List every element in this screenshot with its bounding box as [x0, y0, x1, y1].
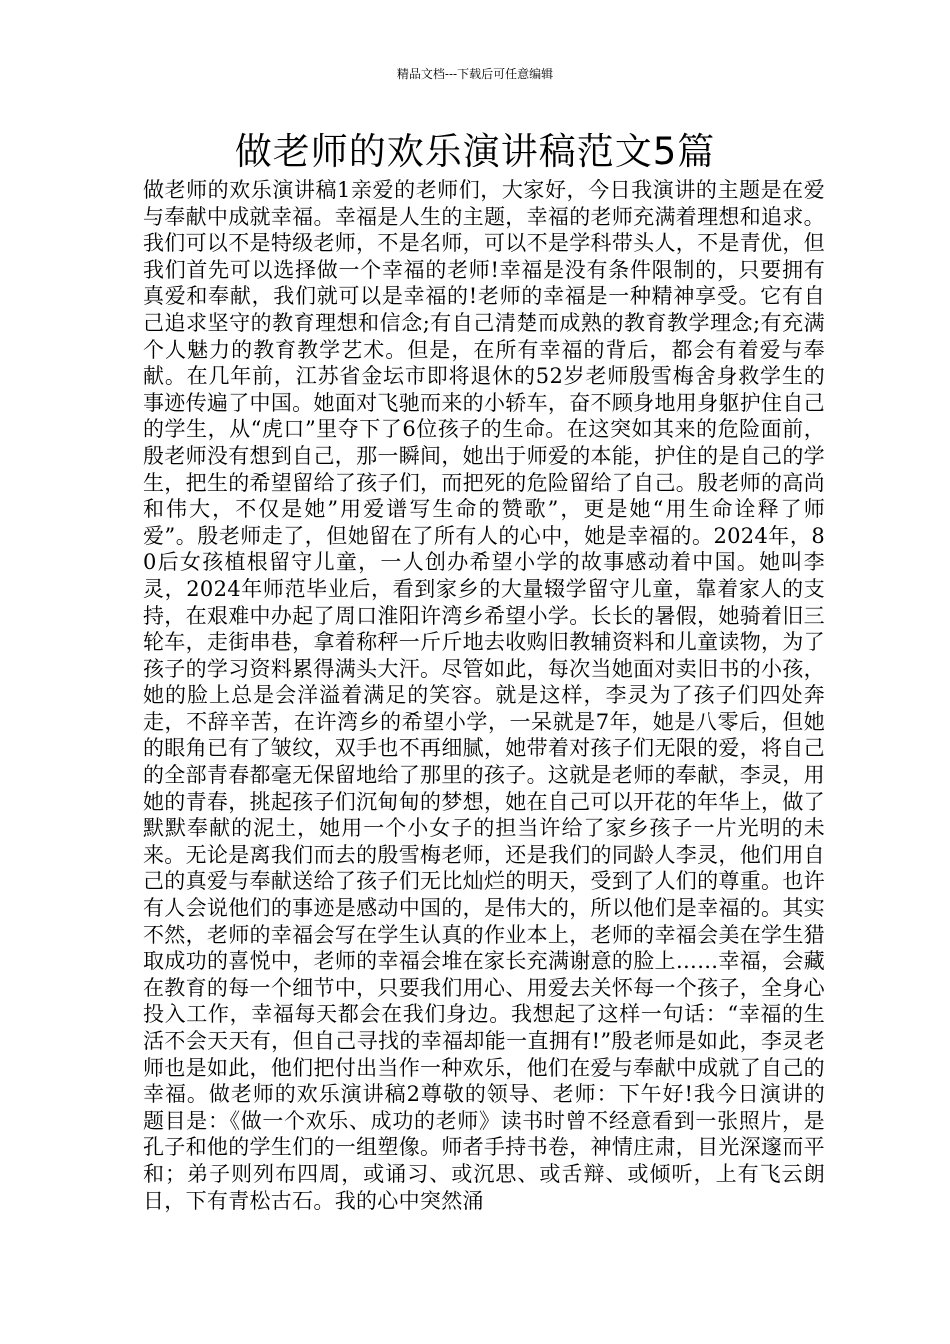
document-title: 做老师的欢乐演讲稿范文5篇: [234, 130, 716, 173]
document-body-text: 做老师的欢乐演讲稿1亲爱的老师们，大家好，今日我演讲的主题是在爱与奉献中成就幸福。幸福是人生的主题，幸福的老师充满着理想和追求。我们可以不是特级老师，不是名师，可以不是学科带头人，不是青优，但我们首先可以选择做一个幸福的老师!幸福是没有条件限制的，只要拥有真爱和奉献，我们就可以是幸福的!老师的幸福是一种精神享受。它有自己追求坚守的教育理想和信念;有自己清楚而成熟的教育教学理念;有充满个人魅力的教育教学艺术。但是，在所有幸福的背后，都会有着爱与奉献。在几年前，江苏省金坛市即将退休的52岁老师殷雪梅舍身救学生的事迹传遍了中国。她面对飞驰而来的小轿车，奋不顾身地用身躯护住自己的学生，从“虎口”里夺下了6位孩子的生命。在这突如其来的危险面前，殷老师没有想到自己，那一瞬间，她出于师爱的本能，护住的是自己的学生，把生的希望留给了孩子们，而把死的危险留给了自己。殷老师的高尚和伟大，不仅是她”用爱谱写生命的赞歌”，更是她“用生命诠释了师爱”。殷老师走了，但她留在了所有人的心中，她是幸福的。2024年，80后女孩植根留守儿童，一人创办希望小学的故事感动着中国。她叫李灵，2024年师范毕业后，看到家乡的大量辍学留守儿童，靠着家人的支持，在艰难中办起了周口淮阳许湾乡希望小学。长长的暑假，她骑着旧三轮车，走街串巷，拿着称秤一斤斤地去收购旧教辅资料和儿童读物，为了孩子的学习资料累得满头大汗。尽管如此，每次当她面对卖旧书的小孩，她的脸上总是会洋溢着满足的笑容。就是这样，李灵为了孩子们四处奔走，不辞辛苦，在许湾乡的希望小学，一呆就是7年，她是八零后，但她的眼角已有了皱纹，双手也不再细腻，她带着对孩子们无限的爱，将自己的全部青春都毫无保留地给了那里的孩子。这就是老师的奉献，李灵，用她的青春，挑起孩子们沉甸甸的梦想，她在自己可以开花的年华上，做了默默奉献的泥土，她用一个小女子的担当许给了家乡孩子一片光明的未来。无论是离我们而去的殷雪梅老师，还是我们的同龄人李灵，他们用自己的真爱与奉献送给了孩子们无比灿烂的明天，受到了人们的尊重。也许有人会说他们的事迹是感动中国的，是伟大的，所以他们是幸福的。其实不然，老师的幸福会写在学生认真的作业本上，老师的幸福会美在学生猎取成功的喜悦中，老师的幸福会堆在家长充满谢意的脸上……幸福，会藏在教育的每一个细节中，只要我们用心、用爱去关怀每一个孩子，全身心投入工作，幸福每天都会在我们身边。我想起了这样一句话：“幸福的生活不会天天有，但自己寻找的幸福却能一直拥有!”殷老师是如此，李灵老师也是如此，他们把付出当作一种欢乐，他们在爱与奉献中成就了自己的幸福。做老师的欢乐演讲稿2尊敬的领导、老师：下午好!我今日演讲的题目是：《做一个欢乐、成功的老师》读书时曾不经意看到一张照片，是孔子和他的学生们的一组塑像。师者手持书卷，神情庄肃，目光深邃而平和；弟子则列布四周，或诵习、或沉思、或舌辩、或倾听，上有飞云朗日，下有青松古石。我的心中突然涌: [143, 178, 825, 1213]
page-header-note: 精品文档---下载后可任意编辑: [396, 67, 554, 81]
